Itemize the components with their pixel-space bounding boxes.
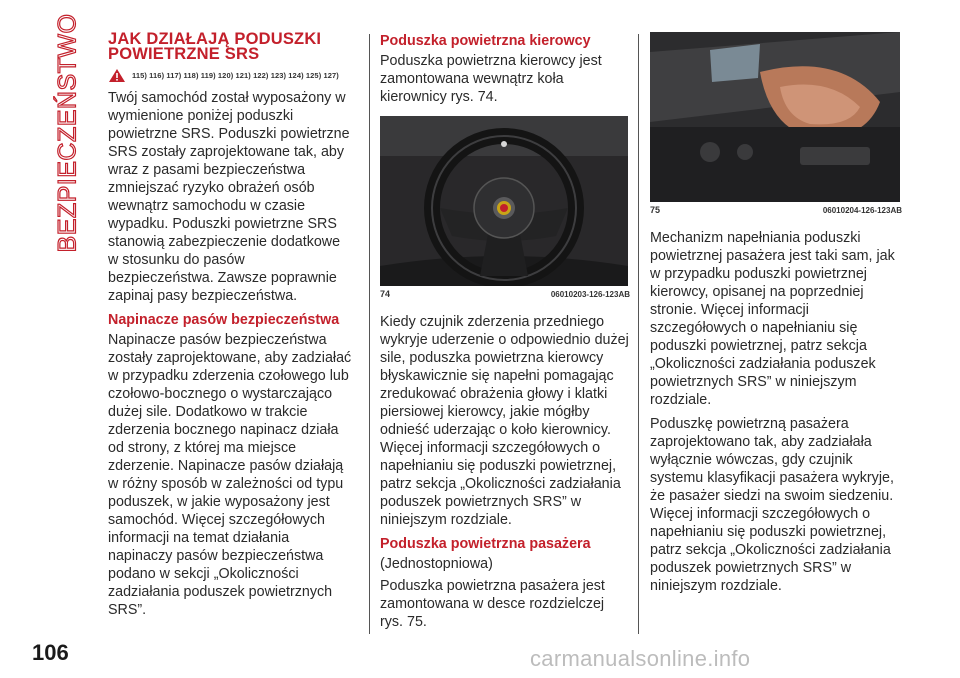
- figure-74-caption: [380, 289, 630, 299]
- section-side-title: BEZPIECZEŃSTWO: [53, 13, 82, 253]
- column-2: [380, 32, 630, 637]
- column-1: [108, 32, 354, 625]
- column-3: [650, 32, 902, 601]
- figure-code: 06010204-126-123AB: [822, 206, 902, 215]
- pretensioners-heading: Napinacze pasów bezpieczeństwa: [108, 312, 340, 328]
- pretensioners-paragraph: Napinacze pasów bezpieczeństwa zostały zaprojektowane, aby zadziałać w przypadku zderzenia czołowego lub czołowo-bocznego o wystarczająco dużej sile. Dodatkowo w trakcie zderzenia bocznego napinacz działa od strony, z której ma miejsce zderzenie. Napinacze pasów działają w różny sposób w zależności od typu poduszek, w jakie wyposażony jest samochód. Więcej szczegółowych informacji na temat działania napinaczy pasów bezpieczeństwa podano w sekcji „Okoliczności zadziałania poduszek powietrznych SRS”.: [108, 332, 352, 618]
- figure-code: 06010203-126-123AB: [550, 290, 630, 299]
- warning-reference-row: [108, 68, 354, 83]
- figure-75: [650, 32, 902, 215]
- driver-airbag-paragraph: Kiedy czujnik zderzenia przedniego wykryje uderzenie o odpowiednio dużej sile, poduszka powietrzna kierowcy błyskawicznie się napełni pomagając zredukować obrażenia głowy i klatki piersiowej kierowcy, jakie mógłby odnieść uderzając o koło kierownicy. Więcej informacji szczegółowych o napełnianiu się poduszki powietrznej, patrz sekcja „Okoliczności zadziałania poduszek powietrznych SRS” w niniejszym rozdziale.: [380, 314, 629, 528]
- design-paragraph: Poduszkę powietrzną pasażera zaprojektowano tak, aby zadziałała wyłącznie wówczas, gdy czujnik systemu klasyfikacji pasażera wykryje, że pasażer siedzi na swoim siedzeniu. Więcej informacji szczegółowych o napełnianiu się poduszki powietrznej, patrz sekcja „Okoliczności zadziałania poduszek powietrznych SRS” w niniejszym rozdziale.: [650, 416, 894, 594]
- figure-75-caption: [650, 205, 902, 215]
- driver-airbag-heading: Poduszka powietrzna kierowcy: [380, 33, 591, 49]
- passenger-airbag-subheading: (Jednostopniowa): [380, 556, 493, 572]
- driver-intro-paragraph: Poduszka powietrzna kierowcy jest zamontowana wewnątrz koła kierownicy rys. 74.: [380, 53, 602, 105]
- section-heading: JAK DZIAŁAJĄ PODUSZKI POWIETRZNE SRS: [108, 30, 322, 63]
- figure-number: 75: [650, 205, 661, 215]
- passenger-intro-paragraph: Poduszka powietrzna pasażera jest zamontowana w desce rozdzielczej rys. 75.: [380, 578, 605, 630]
- column-divider: [369, 34, 370, 634]
- warning-refs: 115) 116) 117) 118) 119) 120) 121) 122) 123) 124) 125) 127): [132, 71, 339, 80]
- steering-wheel-photo-icon: [380, 116, 628, 286]
- intro-paragraph: Twój samochód został wyposażony w wymienione poniżej poduszki powietrzne SRS. Poduszki powietrzne SRS zostały zaprojektowane tak, aby wraz z pasami bezpieczeństwa zmniejszać ryzyko obrażeń osób wewnątrz samochodu w czasie wypadku. Poduszki powietrzne SRS stanowią zabezpieczenie dodatkowe w stosunku do pasów bezpieczeństwa. Zawsze poprawnie zapinaj pasy bezpieczeństwa.: [108, 90, 350, 304]
- column-divider: [638, 34, 639, 634]
- passenger-airbag-photo-icon: [650, 32, 900, 202]
- passenger-airbag-heading: Poduszka powietrzna pasażera: [380, 536, 591, 552]
- warning-triangle-icon: [108, 68, 126, 83]
- page-number: 106: [32, 640, 69, 665]
- mechanism-paragraph: Mechanizm napełniania poduszki powietrznej pasażera jest taki sam, jak w przypadku poduszki powietrznej kierowcy, opisanej na poprzedniej stronie. Więcej informacji szczegółowych o napełnianiu się poduszki powietrznej, patrz sekcja „Okoliczności zadziałania poduszek powietrznych SRS” w niniejszym rozdziale.: [650, 230, 895, 408]
- watermark: carmanualsonline.info: [530, 646, 751, 671]
- figure-number: 74: [380, 289, 391, 299]
- figure-74: [380, 116, 630, 299]
